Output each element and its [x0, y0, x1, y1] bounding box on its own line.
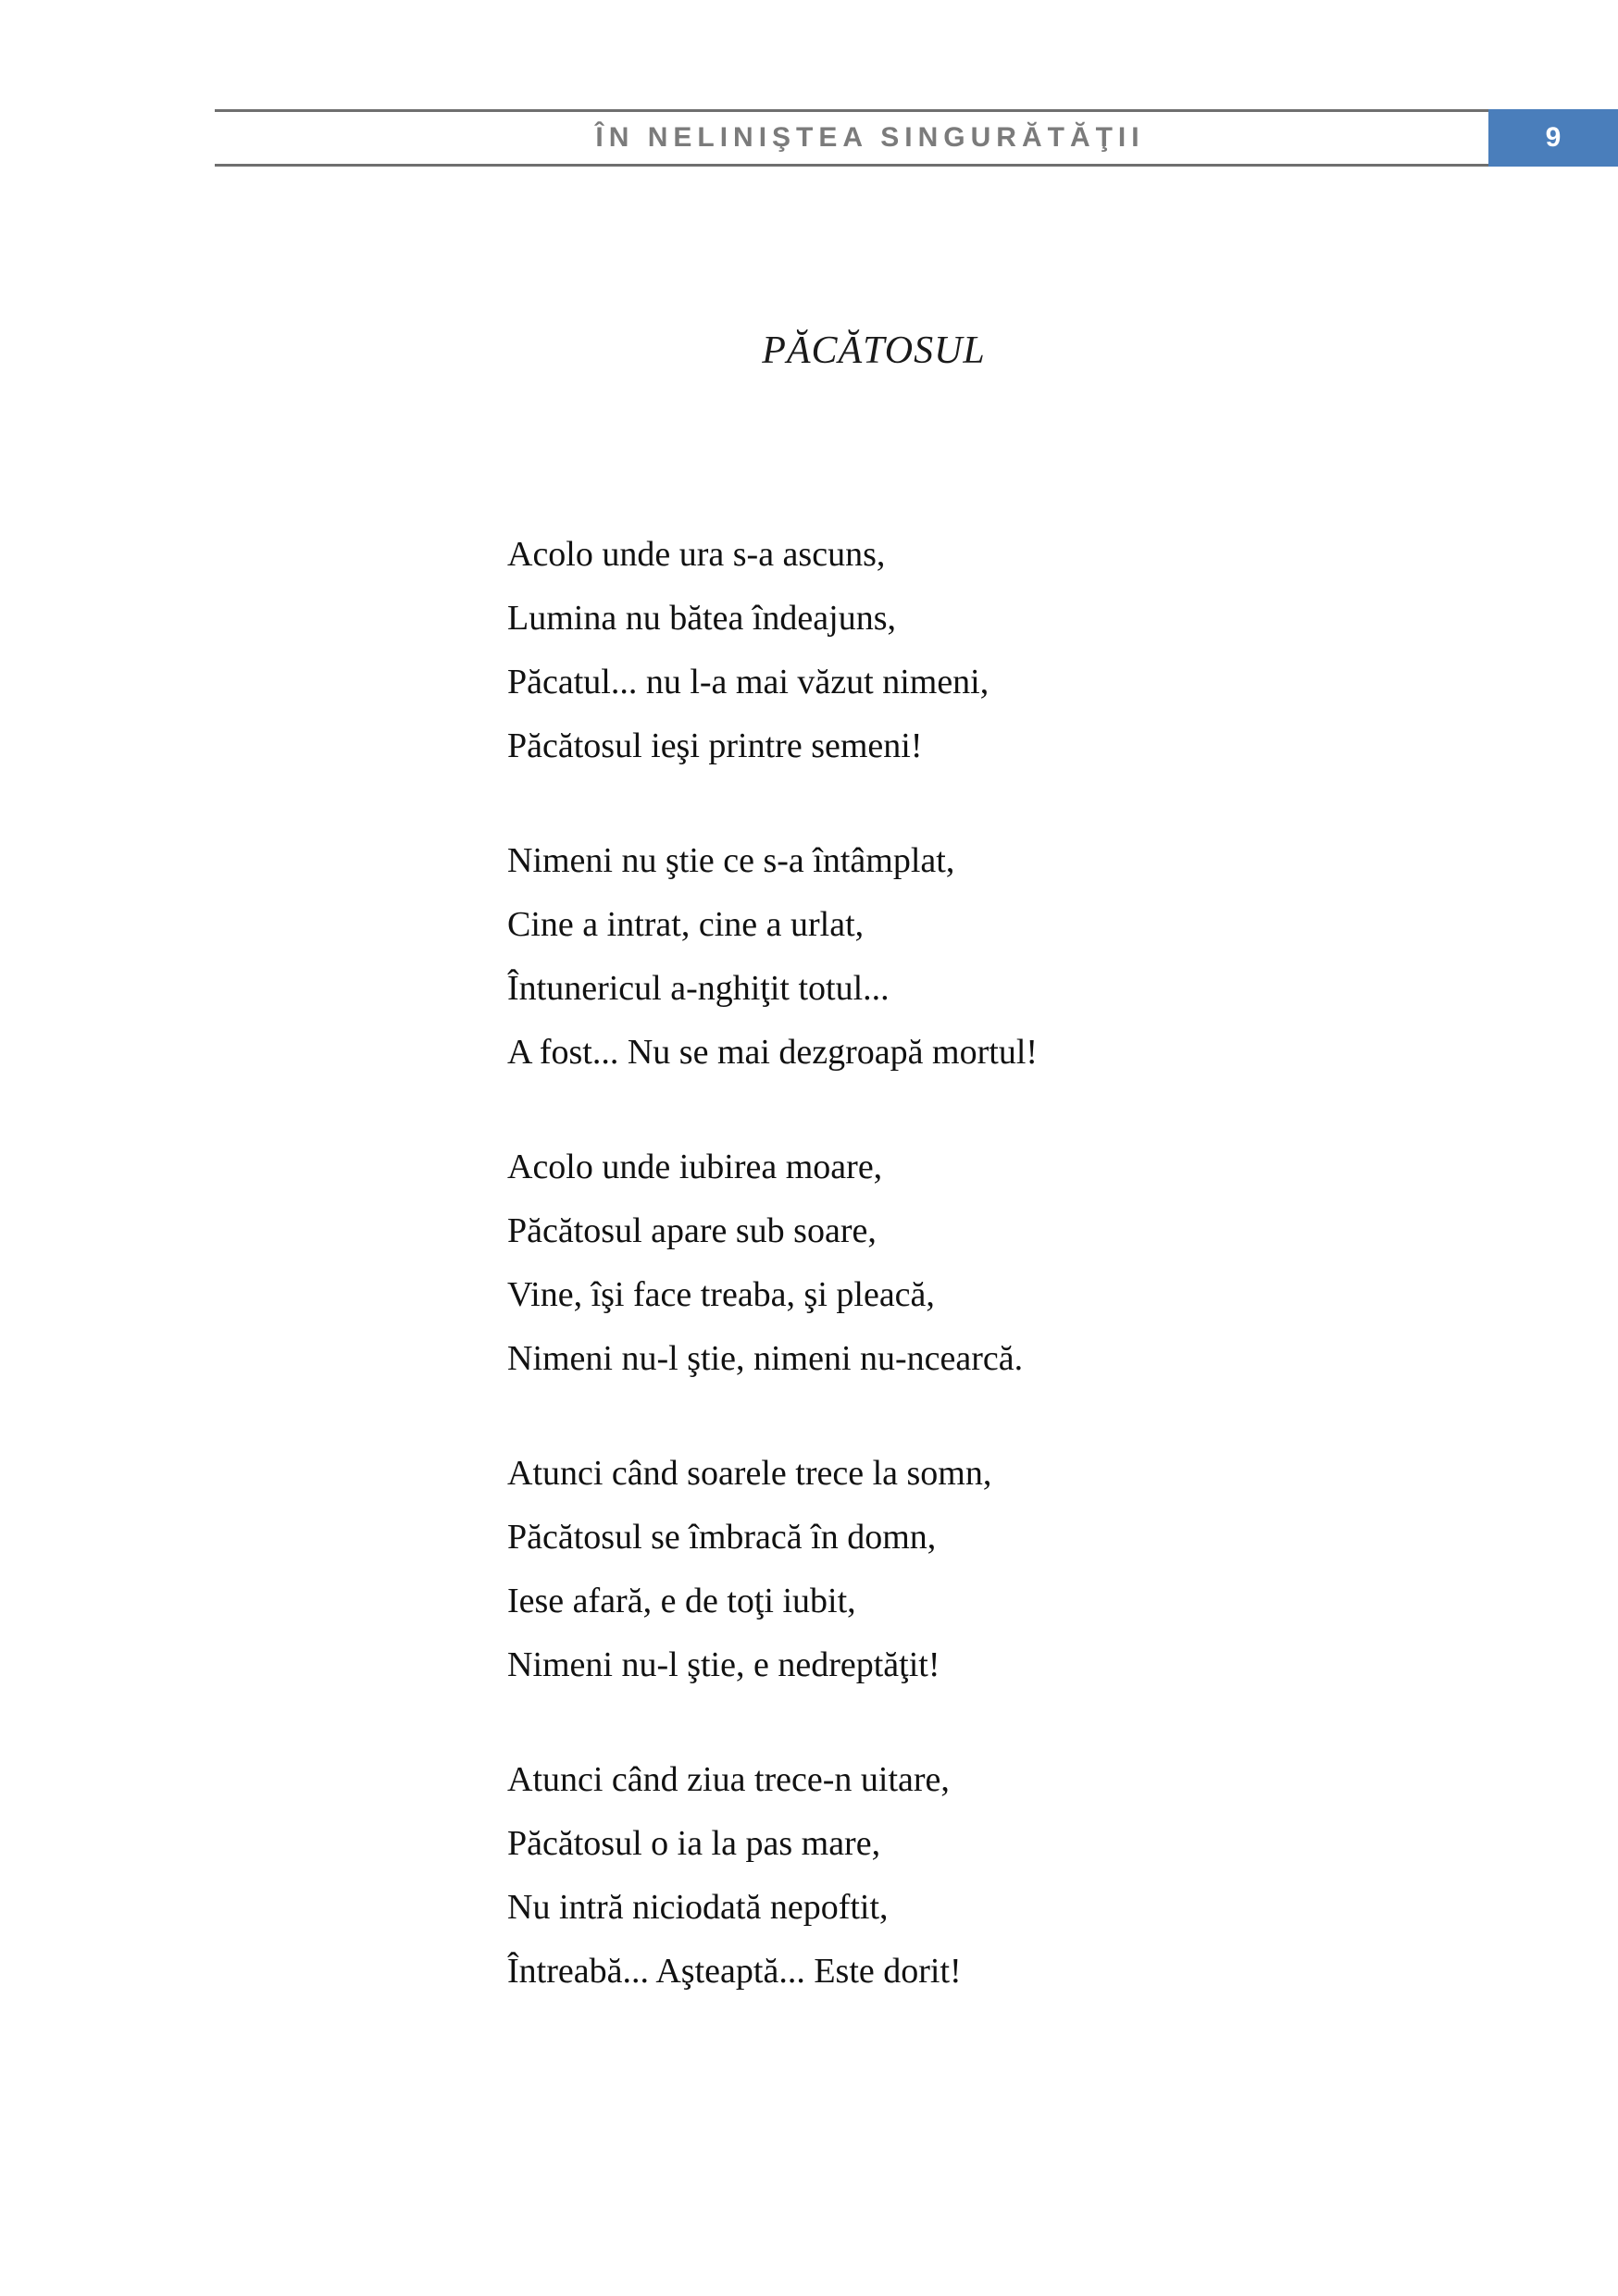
stanza	[507, 1442, 1340, 1697]
verse-line: Întunericul a-nghiţit totul...	[507, 969, 890, 1008]
verse-line: Nu intră niciodată nepoftit,	[507, 1888, 889, 1927]
verse-line: Cine a intrat, cine a urlat,	[507, 905, 865, 944]
verse-line: Nimeni nu-l ştie, e nedreptăţit!	[507, 1645, 940, 1684]
stanza	[507, 1136, 1340, 1391]
verse-line: Atunci când ziua trece-n uitare,	[507, 1760, 950, 1799]
poem-title: PĂCĂTOSUL	[762, 329, 986, 372]
verse-line: Păcatul... nu l-a mai văzut nimeni,	[507, 663, 989, 701]
verse-line: Atunci când soarele trece la somn,	[507, 1454, 992, 1493]
verse-line: Păcătosul o ia la pas mare,	[507, 1824, 881, 1863]
running-header	[215, 109, 1618, 167]
stanza	[507, 829, 1340, 1085]
verse-line: Iese afară, e de toţi iubit,	[507, 1582, 856, 1620]
verse-line: Nimeni nu-l ştie, nimeni nu-ncearcă.	[507, 1339, 1024, 1378]
stanza	[507, 1748, 1340, 2004]
verse-line: Păcătosul se îmbracă în domn,	[507, 1518, 937, 1557]
verse-line: Nimeni nu ştie ce s-a întâmplat,	[507, 841, 955, 880]
verse-line: Vine, îşi face treaba, şi pleacă,	[507, 1275, 935, 1314]
page-number-badge	[1488, 109, 1618, 167]
verse-line: A fost... Nu se mai dezgroapă mortul!	[507, 1033, 1039, 1072]
verse-line: Păcătosul ieşi printre semeni!	[507, 726, 923, 765]
verse-line: Acolo unde ura s-a ascuns,	[507, 535, 886, 574]
page-number: 9	[1545, 122, 1562, 153]
verse-line: Păcătosul apare sub soare,	[507, 1211, 877, 1250]
verse-line: Lumina nu bătea îndeajuns,	[507, 599, 896, 638]
verse-line: Acolo unde iubirea moare,	[507, 1148, 883, 1186]
running-title: ÎN NELINIŞTEA SINGURĂTĂŢII	[595, 122, 1145, 153]
verse-line: Întreabă... Aşteaptă... Este dorit!	[507, 1952, 962, 1991]
poem-body	[507, 523, 1340, 2054]
header-rule-box	[215, 109, 1488, 167]
stanza	[507, 523, 1340, 778]
